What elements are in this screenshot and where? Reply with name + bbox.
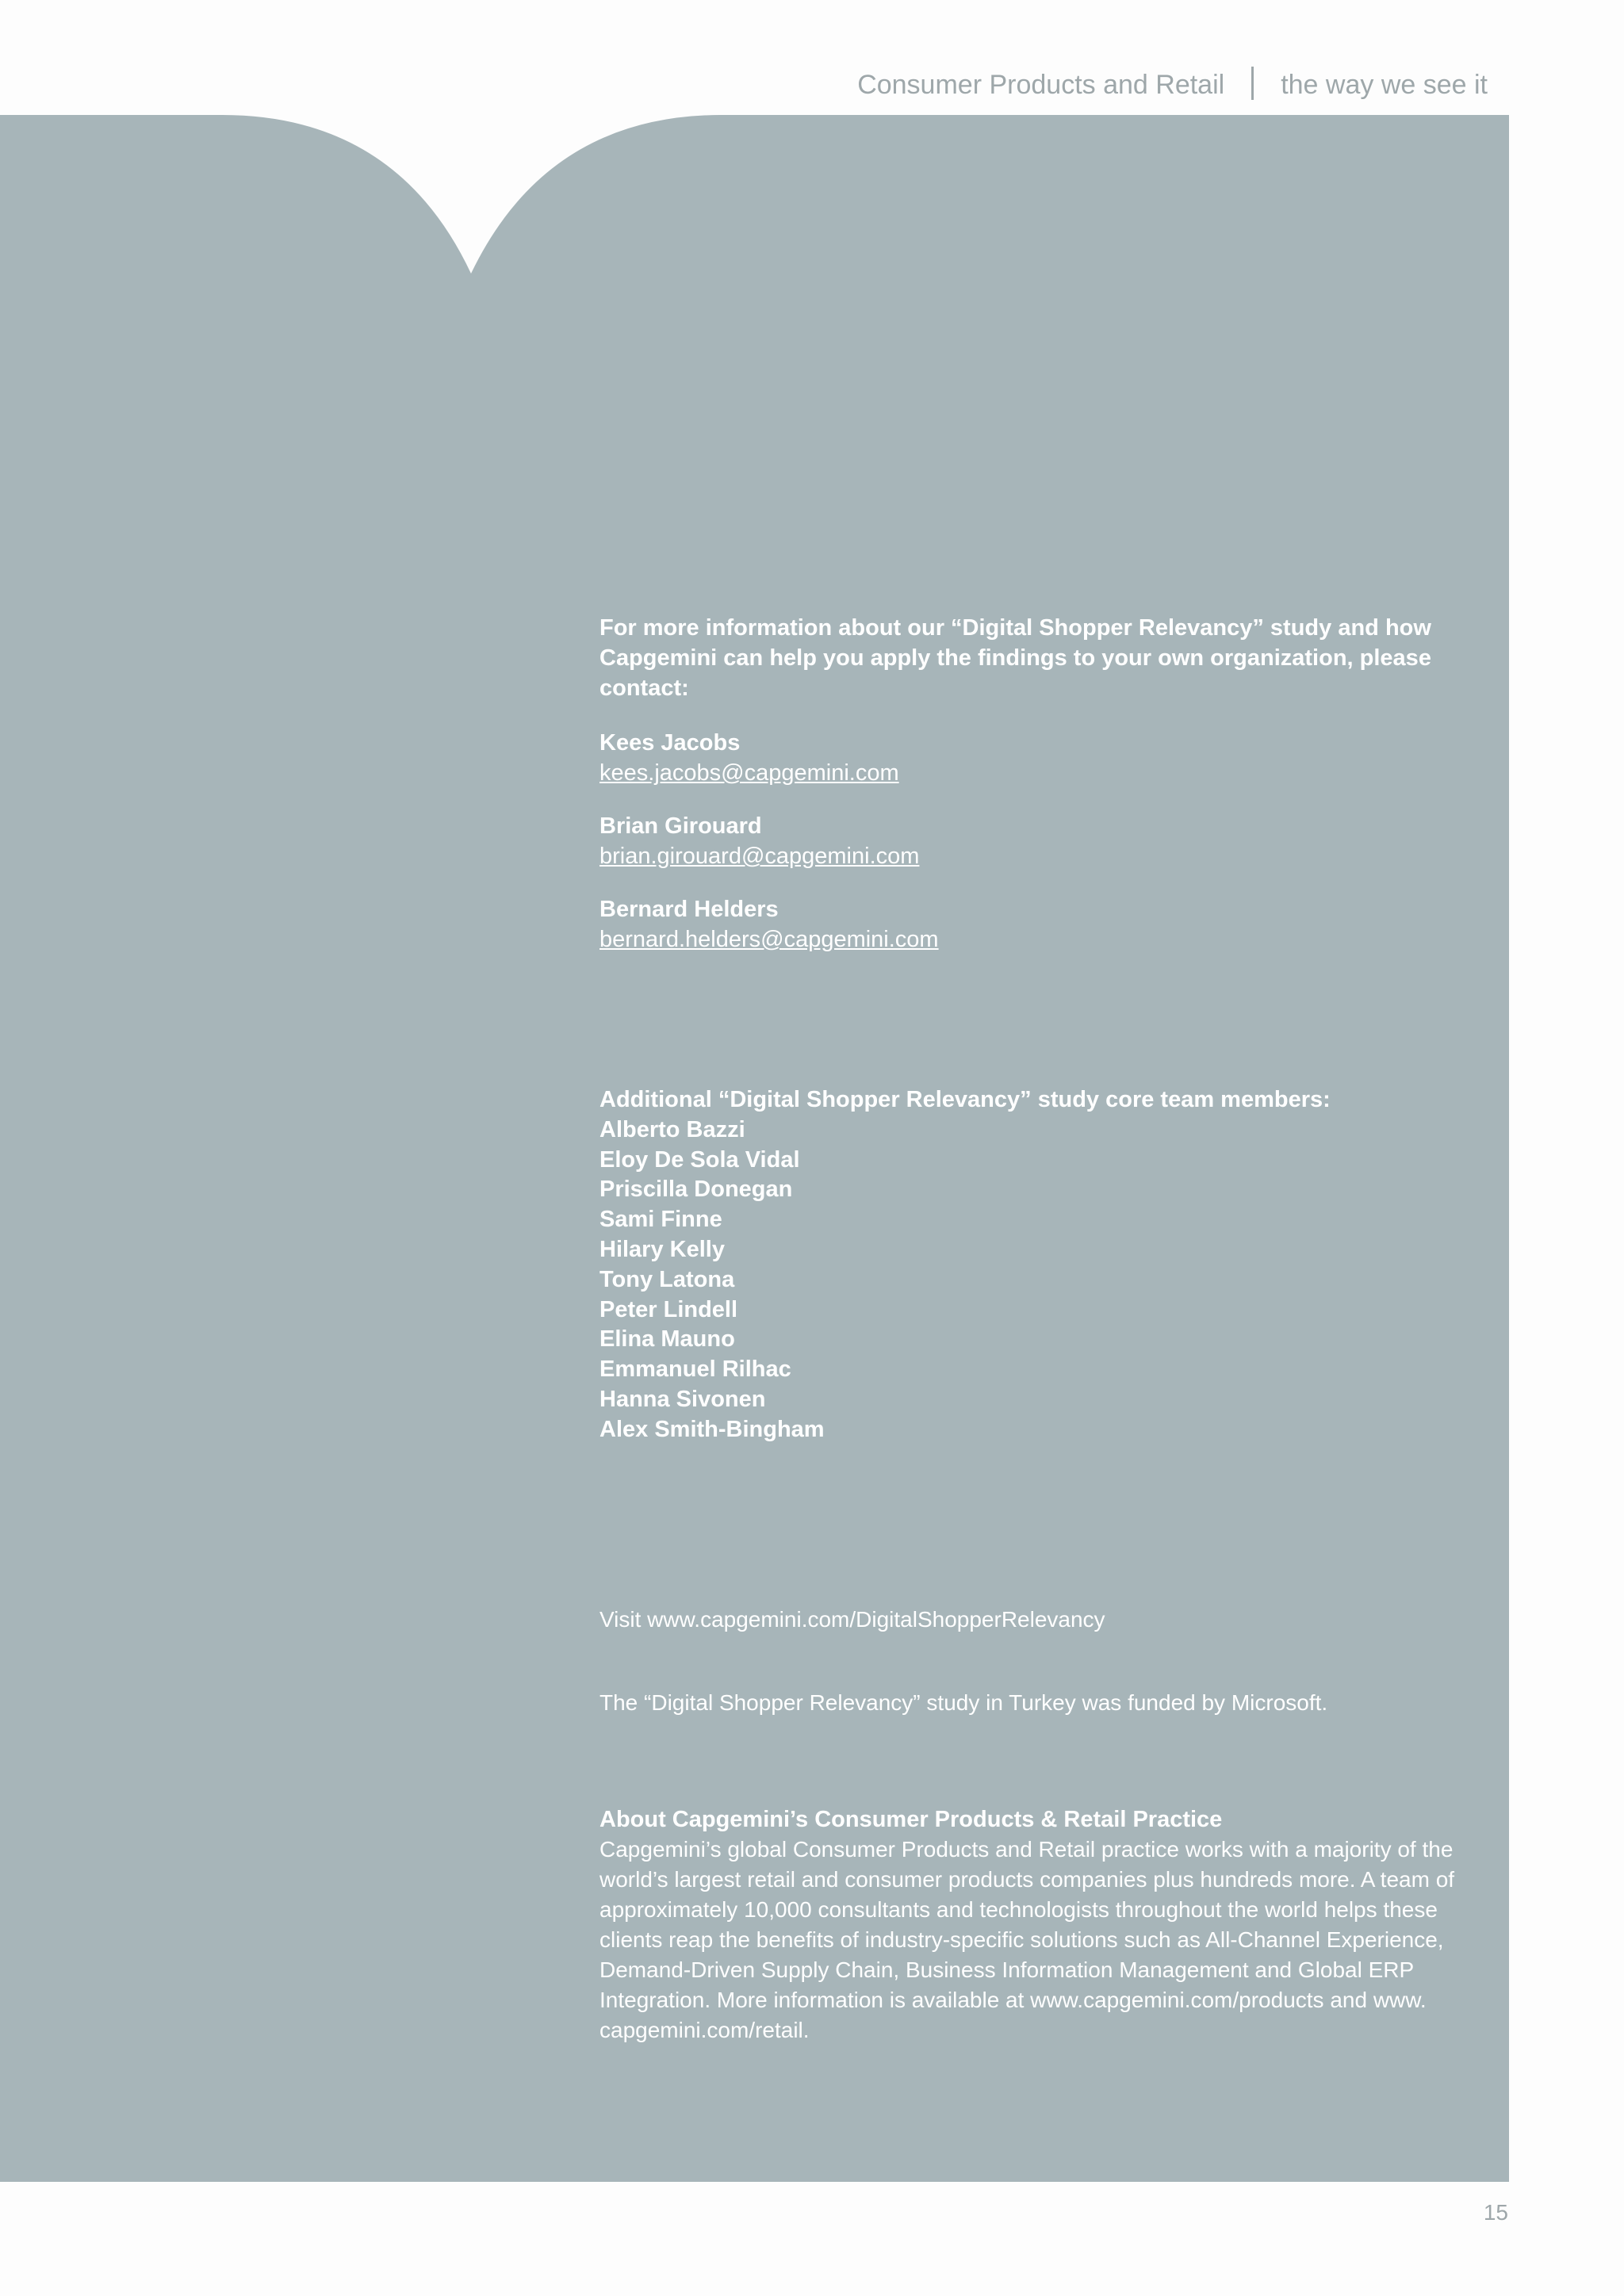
header-section-title: Consumer Products and Retail — [857, 70, 1225, 100]
team-member: Alberto Bazzi — [599, 1116, 745, 1142]
team-member: Hilary Kelly — [599, 1236, 725, 1262]
team-member: Sami Finne — [599, 1207, 722, 1233]
page-number: 15 — [1483, 2200, 1508, 2225]
contact-email-link[interactable]: bernard.helders@capgemini.com — [599, 927, 939, 952]
header-divider — [1251, 67, 1254, 100]
contact-block — [599, 728, 1480, 788]
team-member: Emmanuel Rilhac — [599, 1357, 791, 1383]
contact-name: Brian Girouard — [599, 813, 762, 839]
team-member: Peter Lindell — [599, 1296, 738, 1322]
about-body: Capgemini’s global Consumer Products and Retail practice works with a majority of the world’s largest retail and consumer products companies plus hundreds more. A team of approximately 10,000 consultants and technologists throughout the world helps these clients reap the benefits of industry-specific solutions such as All-Channel Experience, Demand-Driven Supply Chain, Business Information Management and Global ERP Integration. More information is available at www.capgemini.com/products and www. capgemini.com/retail. — [599, 1837, 1455, 2042]
visit-website-text: Visit www.capgemini.com/DigitalShopperRelevancy — [599, 1607, 1105, 1632]
header-tagline: the way we see it — [1281, 70, 1488, 100]
about-section — [599, 1804, 1480, 2045]
contact-name: Kees Jacobs — [599, 730, 741, 756]
contact-block — [599, 894, 1480, 955]
team-member: Elina Mauno — [599, 1326, 735, 1353]
about-heading: About Capgemini’s Consumer Products & Retail Practice — [599, 1807, 1223, 1832]
funding-note: The “Digital Shopper Relevancy” study in Turkey was funded by Microsoft. — [599, 1690, 1328, 1715]
team-heading: Additional “Digital Shopper Relevancy” study core team members: — [599, 1087, 1331, 1112]
contact-email-link[interactable]: brian.girouard@capgemini.com — [599, 844, 920, 869]
contact-email-link[interactable]: kees.jacobs@capgemini.com — [599, 760, 899, 786]
team-member: Priscilla Donegan — [599, 1177, 793, 1203]
intro-paragraph: For more information about our “Digital Shopper Relevancy” study and how Capgemini can help you apply the findings to your own organization, please contact: — [599, 615, 1431, 701]
team-member: Alex Smith-Bingham — [599, 1416, 825, 1442]
contact-name: Bernard Helders — [599, 897, 779, 922]
team-section — [599, 1085, 1480, 1445]
running-header — [857, 70, 1488, 103]
team-member: Eloy De Sola Vidal — [599, 1146, 800, 1173]
team-member: Hanna Sivonen — [599, 1386, 766, 1412]
team-member-list — [599, 1115, 1480, 1445]
contact-block — [599, 811, 1480, 871]
team-member: Tony Latona — [599, 1266, 735, 1292]
